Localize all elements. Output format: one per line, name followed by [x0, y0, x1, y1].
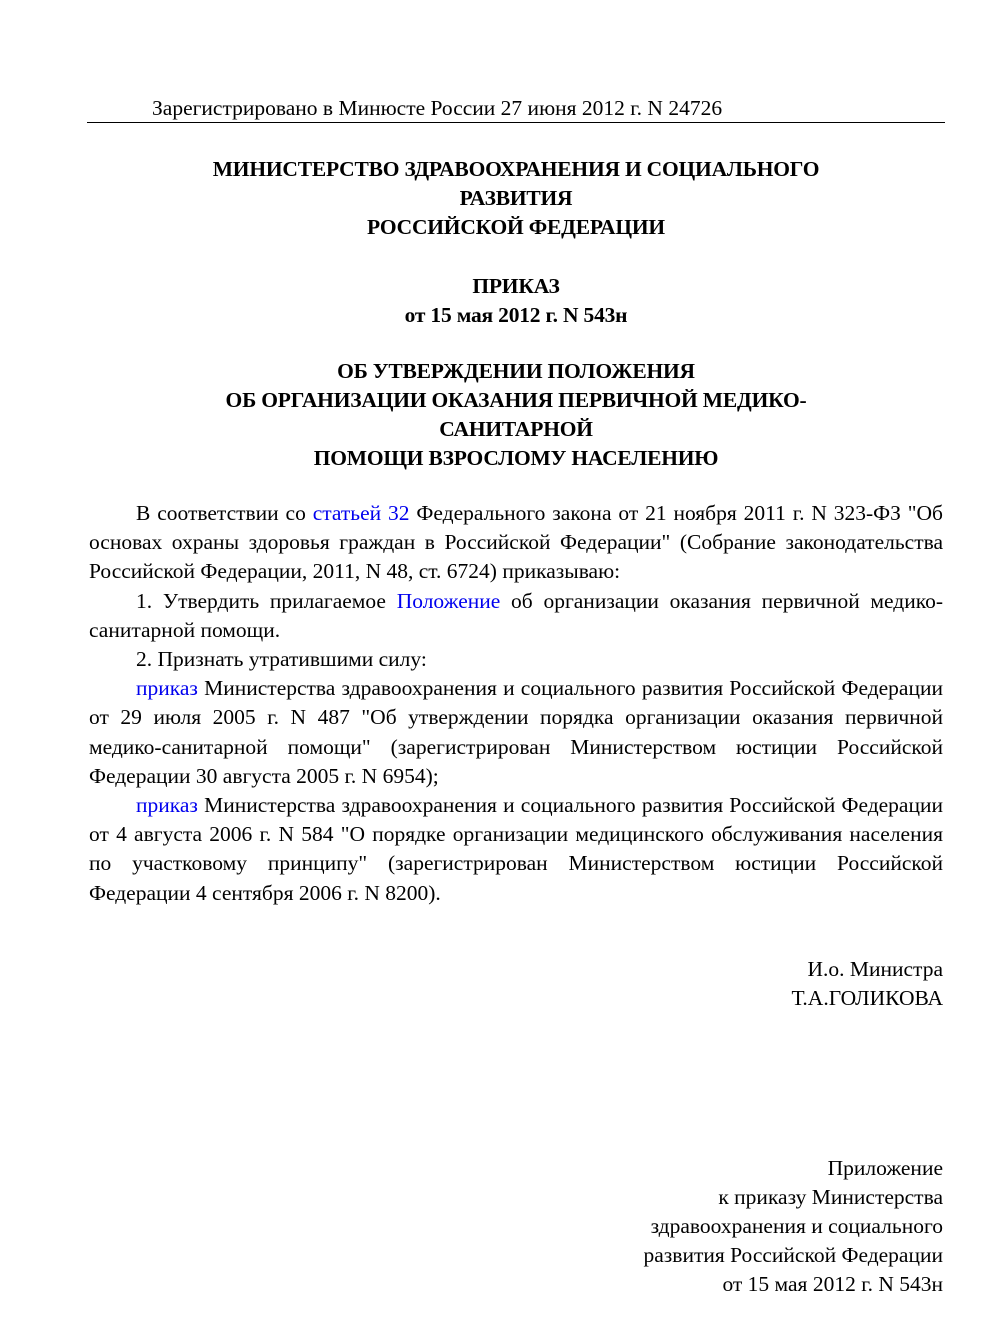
subject-heading: [87, 357, 945, 473]
subject-line: ОБ УТВЕРЖДЕНИИ ПОЛОЖЕНИЯ: [337, 359, 695, 383]
item-1-paragraph: [89, 587, 943, 645]
subject-line: САНИТАРНОЙ: [439, 417, 593, 441]
preamble-text: В соответствии со: [136, 501, 313, 525]
ministry-line: РАЗВИТИЯ: [459, 186, 573, 210]
repealed-order-1: [89, 674, 943, 791]
order-title: ПРИКАЗ: [472, 274, 560, 298]
ministry-line: РОССИЙСКОЙ ФЕДЕРАЦИИ: [367, 215, 665, 239]
appendix-line: здравоохранения и социального: [650, 1214, 943, 1238]
preamble-paragraph: [89, 499, 943, 587]
repealed-order-2-link[interactable]: приказ: [136, 793, 198, 818]
repealed-order-1-text: Министерства здравоохранения и социального развития Российской Федерации от 29 июля 2005 г. N 487 "Об утверждении порядка организации оказания первичной медико-санитарной помощи" (зарегистрирован Министерством юстиции Российской Федерации 30 августа 2005 г. N 6954);: [89, 676, 943, 788]
signatory-position: И.о. Министра: [807, 957, 943, 981]
repealed-order-2-text: Министерства здравоохранения и социального развития Российской Федерации от 4 августа 2006 г. N 584 "О порядке организации медицинского обслуживания населения по участковому принципу" (зарегистрирован Министерством юстиции Российской Федерации 4 сентября 2006 г. N 8200).: [89, 793, 943, 905]
appendix-line: к приказу Министерства: [718, 1185, 943, 1209]
item-1-text: 1. Утвердить прилагаемое: [136, 588, 397, 613]
signature-block: [791, 955, 943, 1013]
preamble-text: Федерального закона от 21 ноября 2011 г. N 323-ФЗ "Об основах охраны здоровья граждан в Российской Федерации" (Собрание законодательства Российской Федерации, 2011, N 48, ст. 6724) приказываю:: [89, 501, 943, 584]
appendix-block: [644, 1154, 943, 1299]
item-2-paragraph: 2. Признать утратившими силу:: [136, 647, 427, 672]
order-heading: [87, 272, 945, 330]
appendix-line: от 15 мая 2012 г. N 543н: [722, 1272, 943, 1296]
document-body: [89, 499, 943, 908]
appendix-line: развития Российской Федерации: [643, 1243, 943, 1267]
registration-note: Зарегистрировано в Минюсте России 27 июня 2012 г. N 24726: [152, 96, 723, 120]
order-date: от 15 мая 2012 г. N 543н: [404, 303, 628, 327]
repealed-order-2: [89, 791, 943, 908]
ministry-heading: [87, 155, 945, 242]
repealed-order-1-link[interactable]: приказ: [136, 676, 198, 701]
article-32-link[interactable]: статьей 32: [312, 501, 410, 525]
subject-line: ПОМОЩИ ВЗРОСЛОМУ НАСЕЛЕНИЮ: [313, 446, 719, 470]
subject-line: ОБ ОРГАНИЗАЦИИ ОКАЗАНИЯ ПЕРВИЧНОЙ МЕДИКО-: [225, 388, 807, 412]
registration-divider: [87, 122, 945, 123]
regulation-link[interactable]: Положение: [396, 588, 501, 613]
signatory-name: Т.А.ГОЛИКОВА: [791, 986, 943, 1010]
ministry-line: МИНИСТЕРСТВО ЗДРАВООХРАНЕНИЯ И СОЦИАЛЬНОГО: [212, 157, 820, 181]
appendix-line: Приложение: [827, 1156, 943, 1180]
item-1-text: об организации оказания первичной медико-санитарной помощи.: [89, 588, 943, 642]
